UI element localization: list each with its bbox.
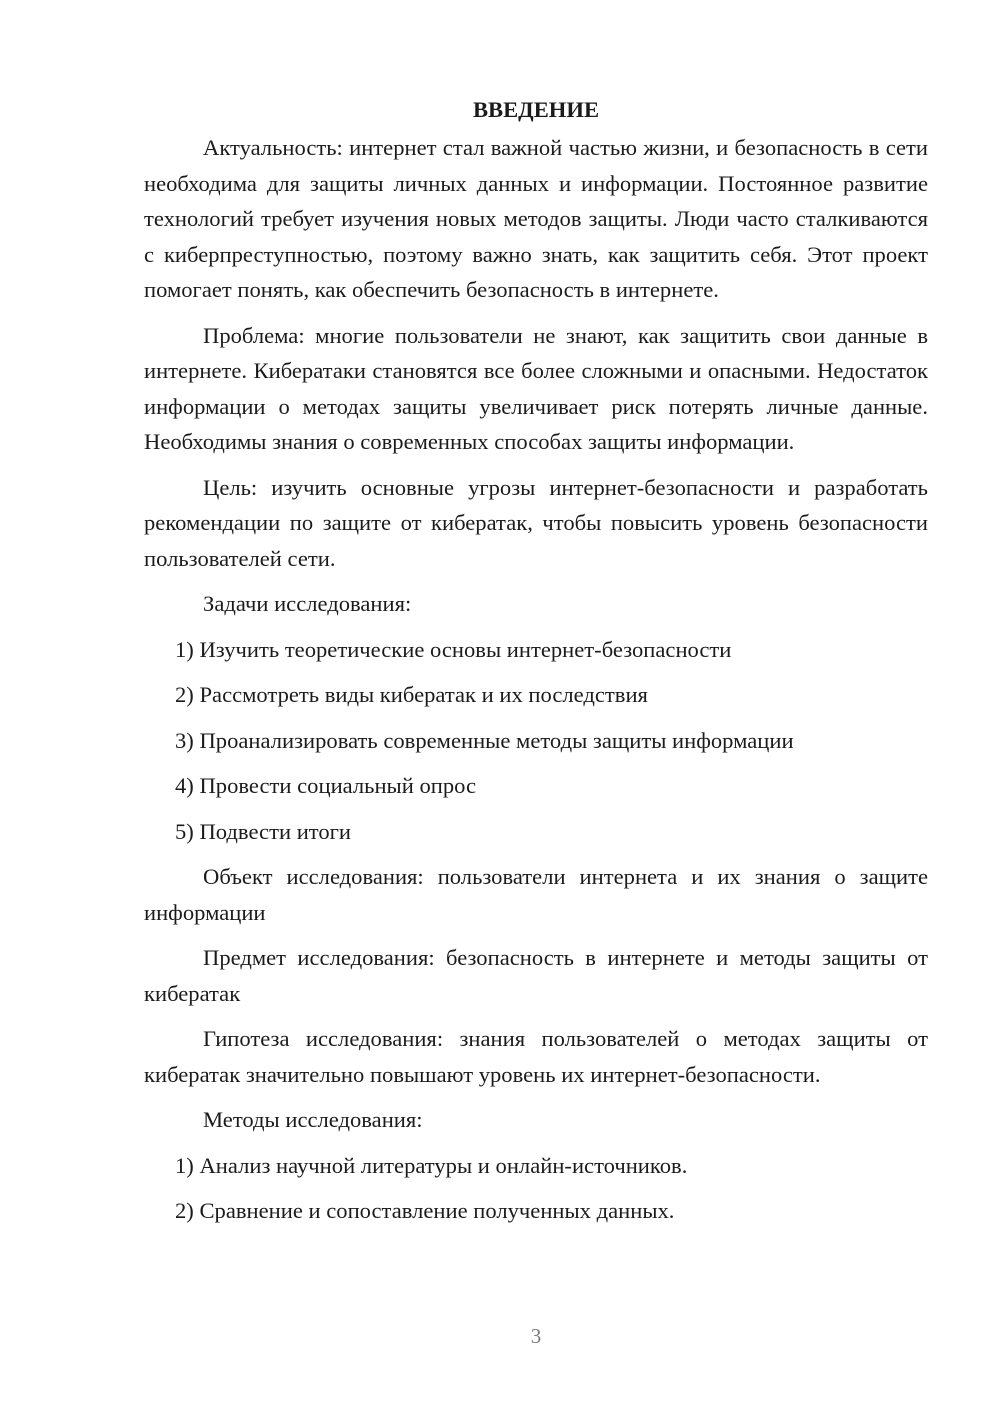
task-item: 5) Подвести итоги [175, 818, 352, 844]
object-paragraph: Объект исследования: пользователи интернета и их знания о защите информации [144, 864, 928, 925]
hypothesis-paragraph: Гипотеза исследования: знания пользователей о методах защиты от кибератак значительно повышают уровень их интернет-безопасности. [144, 1026, 928, 1087]
relevance-paragraph: Актуальность: интернет стал важной частью жизни, и безопасность в сети необходима для защиты личных данных и информации. Постоянное развитие технологий требует изучения новых методов защиты. Люди часто сталкиваются с киберпреступностью, поэтому важно знать, как защитить себя. Этот проект помогает понять, как обеспечить безопасность в интернете. [144, 135, 928, 302]
method-item: 1) Анализ научной литературы и онлайн-источников. [175, 1152, 688, 1178]
document-page [144, 92, 928, 1239]
page-title: ВВЕДЕНИЕ [472, 97, 600, 122]
method-item: 2) Сравнение и сопоставление полученных данных. [175, 1198, 675, 1223]
subject-paragraph: Предмет исследования: безопасность в интернете и методы защиты от кибератак [144, 945, 928, 1006]
task-item: 3) Проанализировать современные методы защиты информации [175, 727, 794, 753]
goal-paragraph: Цель: изучить основные угрозы интернет-безопасности и разработать рекомендации по защите от кибератак, чтобы повысить уровень безопасности пользователей сети. [144, 474, 928, 571]
task-item: 1) Изучить теоретические основы интернет-безопасности [175, 636, 732, 662]
task-item: 4) Провести социальный опрос [175, 773, 477, 798]
tasks-heading: Задачи исследования: [203, 591, 412, 616]
problem-paragraph: Проблема: многие пользователи не знают, как защитить свои данные в интернете. Кибератаки становятся все более сложными и опасными. Недостаток информации о методах защиты увеличивает риск потерять личные данные. Необходимы знания о современных способах защиты информации. [144, 322, 928, 454]
methods-heading: Методы исследования: [203, 1107, 423, 1132]
task-item: 2) Рассмотреть виды кибератак и их последствия [175, 682, 648, 707]
page-number: 3 [530, 1324, 542, 1348]
